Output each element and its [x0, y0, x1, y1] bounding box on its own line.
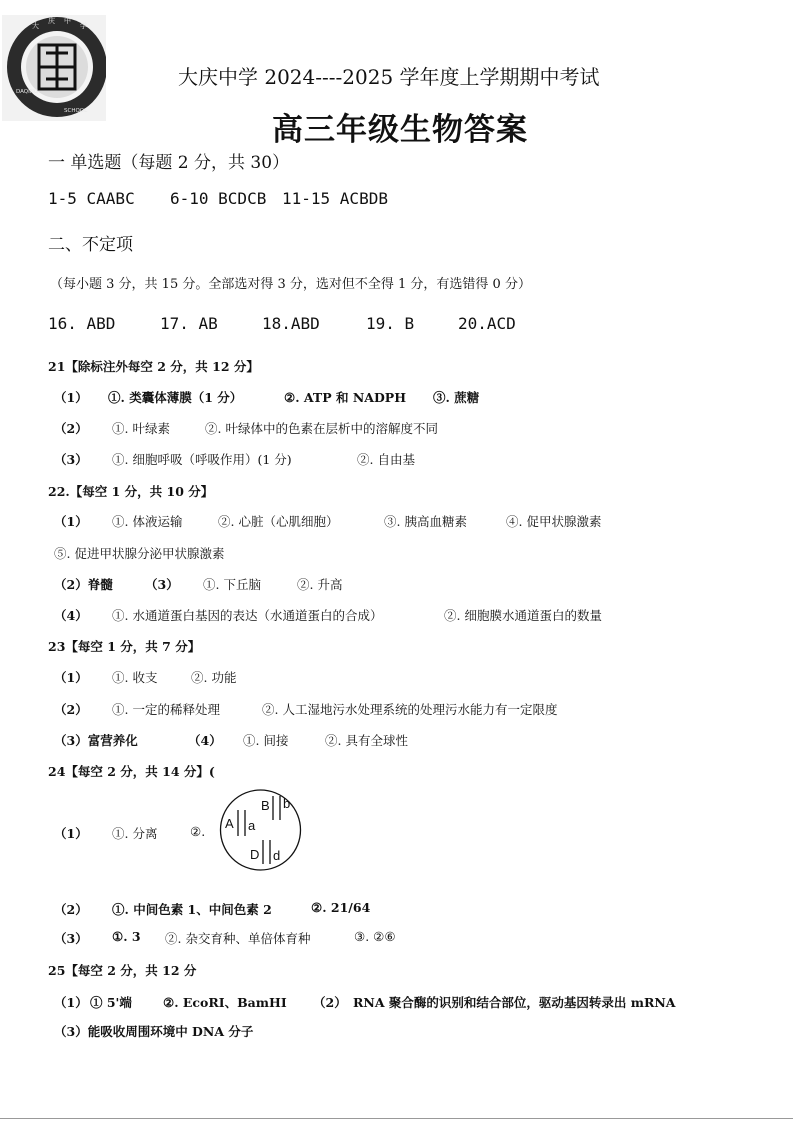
q21-r3-a: ①. 细胞呼吸（呼吸作用）(1 分) — [112, 452, 292, 467]
svg-text:DAQING: DAQING — [16, 89, 39, 95]
q24-heading: 24【每空 2 分，共 14 分】( — [48, 764, 215, 779]
q24-r3-num: （3） — [54, 931, 88, 946]
q22-r4-a: ①. 水通道蛋白基因的表达（水通道蛋白的合成） — [112, 608, 383, 623]
q21-r1-b: ②. ATP 和 NADPH — [284, 390, 407, 405]
q25-heading: 25【每空 2 分，共 12 分 — [48, 963, 197, 978]
q23-r2-b: ②. 人工湿地污水处理系统的处理污水能力有一定限度 — [262, 702, 558, 717]
answer-19: 19. B — [366, 314, 415, 333]
q23-r2-a: ①. 一定的稀释处理 — [112, 702, 220, 717]
q24-r1-num: （1） — [54, 826, 88, 841]
q24-r2-b: ②. 21/64 — [311, 900, 371, 915]
q22-heading: 22.【每空 1 分，共 10 分】 — [48, 484, 214, 499]
answer-18: 18.ABD — [262, 314, 320, 333]
q21-r1-a: ①. 类囊体薄膜（1 分） — [108, 390, 243, 405]
q22-r1b: ⑤. 促进甲状腺分泌甲状腺激素 — [54, 546, 225, 561]
q24-r3-a: ①. 3 — [112, 929, 141, 944]
q24-r3-c: ③. ②⑥ — [354, 929, 396, 944]
q22-r3-b: ②. 升高 — [297, 577, 343, 592]
q23-r3-a: （3）富营养化 — [54, 733, 138, 748]
svg-text:SCHOOL: SCHOOL — [64, 108, 88, 114]
q22-r3-a: ①. 下丘脑 — [203, 577, 261, 592]
q23-r4-a: ①. 间接 — [243, 733, 289, 748]
school-logo — [2, 15, 106, 121]
answer-1-5: 1-5 CAABC — [48, 189, 135, 208]
label-A: A — [225, 816, 234, 831]
label-a: a — [248, 818, 256, 833]
svg-text:庆: 庆 — [48, 17, 55, 25]
svg-text:学: 学 — [80, 22, 87, 30]
q25-r2-num: （2） — [313, 995, 347, 1010]
answer-11-15: 11-15 ACBDB — [282, 189, 388, 208]
q22-r1-d: ④. 促甲状腺激素 — [506, 514, 602, 529]
answer-16: 16. ABD — [48, 314, 116, 333]
q22-r4-b: ②. 细胞膜水通道蛋白的数量 — [444, 608, 602, 623]
q21-r2-b: ②. 叶绿体中的色素在层析中的溶解度不同 — [205, 421, 438, 436]
q24-r1-a: ①. 分离 — [112, 826, 158, 841]
q22-r3-num: （3） — [145, 577, 179, 592]
q21-heading: 21【除标注外每空 2 分，共 12 分】 — [48, 359, 259, 374]
q21-r1-num: （1） — [54, 390, 88, 405]
q25-r1-a: ① 5'端 — [90, 995, 132, 1010]
q21-r3-b: ②. 自由基 — [357, 452, 415, 467]
label-D: D — [250, 847, 260, 862]
q24-r1-b: ②. — [190, 824, 206, 839]
q24-r3-b: ②. 杂交育种、单倍体育种 — [165, 931, 311, 946]
q25-r3: （3）能吸收周围环境中 DNA 分子 — [54, 1024, 254, 1039]
label-d: d — [273, 848, 281, 863]
q22-r1-b: ②. 心脏（心肌细胞） — [218, 514, 339, 529]
q23-r4-b: ②. 具有全球性 — [325, 733, 408, 748]
q23-heading: 23【每空 1 分，共 7 分】 — [48, 639, 201, 654]
q21-r3-num: （3） — [54, 452, 88, 467]
q23-r2-num: （2） — [54, 702, 88, 717]
answer-17: 17. AB — [160, 314, 218, 333]
bottom-divider — [0, 1118, 793, 1119]
cell-chromosome-diagram — [218, 788, 303, 872]
school-exam-title: 大庆中学 2024----2025 学年度上学期期中考试 — [178, 65, 600, 89]
q23-r1-num: （1） — [54, 670, 88, 685]
section2-note: （每小题 3 分，共 15 分。全部选对得 3 分，选对但不全得 1 分，有选错得 0 分） — [50, 277, 531, 292]
label-B: B — [261, 798, 270, 813]
svg-text:大: 大 — [32, 22, 39, 30]
section2-title: 二、不定项 — [48, 235, 133, 255]
section1-title: 一 单选题（每题 2 分，共 30） — [48, 153, 290, 173]
q21-r2-num: （2） — [54, 421, 88, 436]
q25-r1-b: ②. EcoRI、BamHI — [163, 995, 287, 1010]
q23-r1-a: ①. 收支 — [112, 670, 158, 685]
label-b: b — [283, 796, 291, 811]
q25-r2-a: RNA 聚合酶的识别和结合部位，驱动基因转录出 mRNA — [353, 995, 676, 1010]
q22-r4-num: （4） — [54, 608, 88, 623]
q23-r4-num: （4） — [188, 733, 222, 748]
answer-6-10: 6-10 BCDCB — [170, 189, 267, 208]
q22-r1-num: （1） — [54, 514, 88, 529]
page-title: 高三年级生物答案 — [272, 112, 528, 148]
q23-r1-b: ②. 功能 — [191, 670, 237, 685]
q22-r2-a: （2）脊髓 — [54, 577, 113, 592]
q22-r1-c: ③. 胰高血糖素 — [384, 514, 467, 529]
answer-20: 20.ACD — [458, 314, 516, 333]
svg-text:中: 中 — [64, 17, 71, 25]
q22-r1-a: ①. 体液运输 — [112, 514, 183, 529]
q24-r2-num: （2） — [54, 902, 88, 917]
q21-r2-a: ①. 叶绿素 — [112, 421, 170, 436]
q24-r2-a: ①. 中间色素 1、中间色素 2 — [112, 902, 272, 917]
q21-r1-c: ③. 蔗糖 — [433, 390, 480, 405]
q25-r1-num: （1） — [54, 995, 88, 1010]
